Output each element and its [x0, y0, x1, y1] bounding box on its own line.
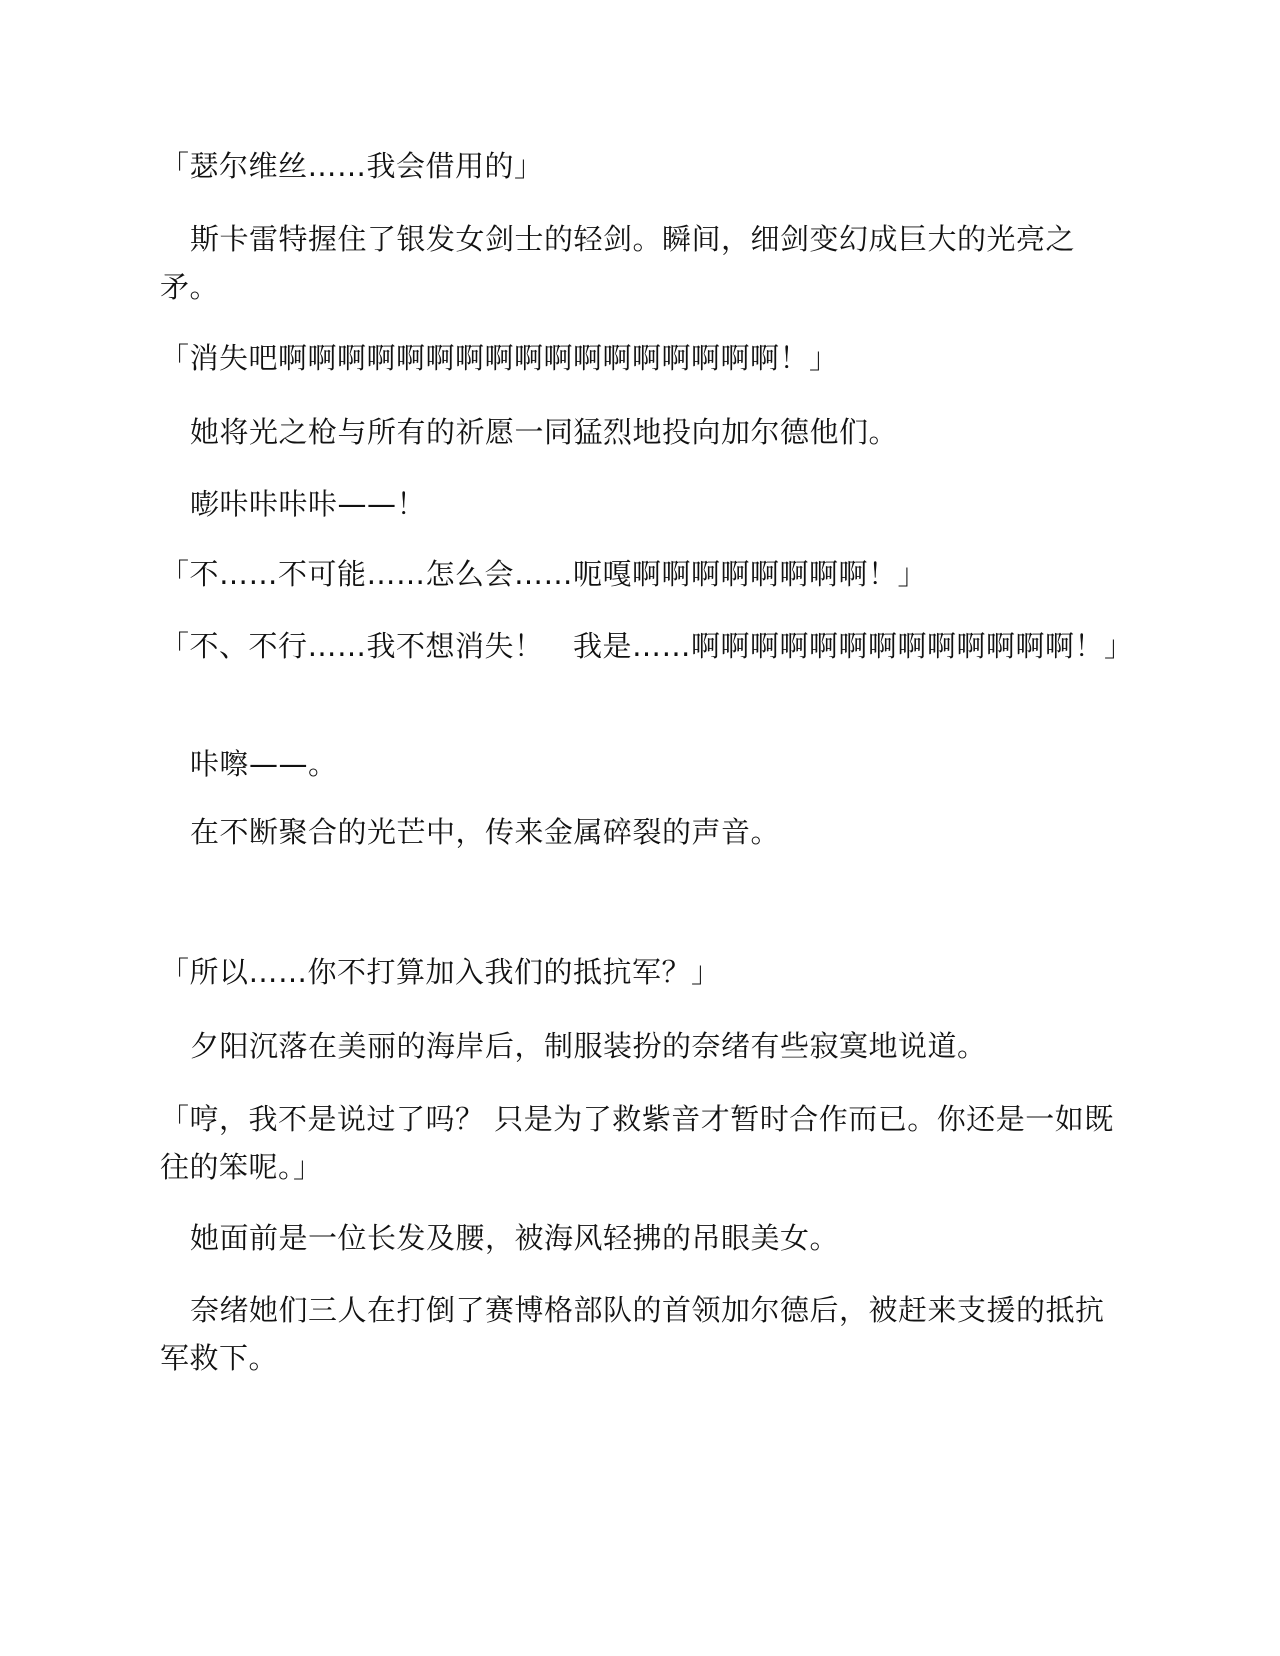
dialogue-paragraph: 「所以……你不打算加入我们的抵抗军？」	[160, 955, 721, 989]
narration-paragraph: 奈绪她们三人在打倒了赛博格部队的首领加尔德后，被赶来支援的抵抗军救下。	[160, 1293, 1105, 1375]
narration-paragraph: 她面前是一位长发及腰，被海风轻拂的吊眼美女。	[190, 1221, 840, 1255]
narration-paragraph: 斯卡雷特握住了银发女剑士的轻剑。瞬间，细剑变幻成巨大的光亮之矛。	[160, 222, 1076, 304]
dialogue-paragraph: 「不、不行……我不想消失！ 我是……啊啊啊啊啊啊啊啊啊啊啊啊啊！」	[160, 629, 1134, 663]
dialogue-paragraph: 「瑟尔维丝……我会借用的」	[160, 149, 544, 183]
narration-paragraph: 她将光之枪与所有的祈愿一同猛烈地投向加尔德他们。	[190, 415, 899, 449]
sound-effect-paragraph: 咔嚓——。	[190, 747, 338, 781]
narration-paragraph: 夕阳沉落在美丽的海岸后，制服装扮的奈绪有些寂寞地说道。	[190, 1029, 987, 1063]
dialogue-paragraph: 「消失吧啊啊啊啊啊啊啊啊啊啊啊啊啊啊啊啊啊！」	[160, 341, 839, 375]
narration-paragraph: 在不断聚合的光芒中，传来金属碎裂的声音。	[190, 815, 781, 849]
dialogue-paragraph: 「哼，我不是说过了吗？ 只是为了救紫音才暂时合作而已。你还是一如既往的笨呢。」	[160, 1102, 1114, 1184]
sound-effect-paragraph: 嘭咔咔咔咔——！	[190, 487, 427, 521]
dialogue-paragraph: 「不……不可能……怎么会……呃嘎啊啊啊啊啊啊啊啊！」	[160, 557, 928, 591]
